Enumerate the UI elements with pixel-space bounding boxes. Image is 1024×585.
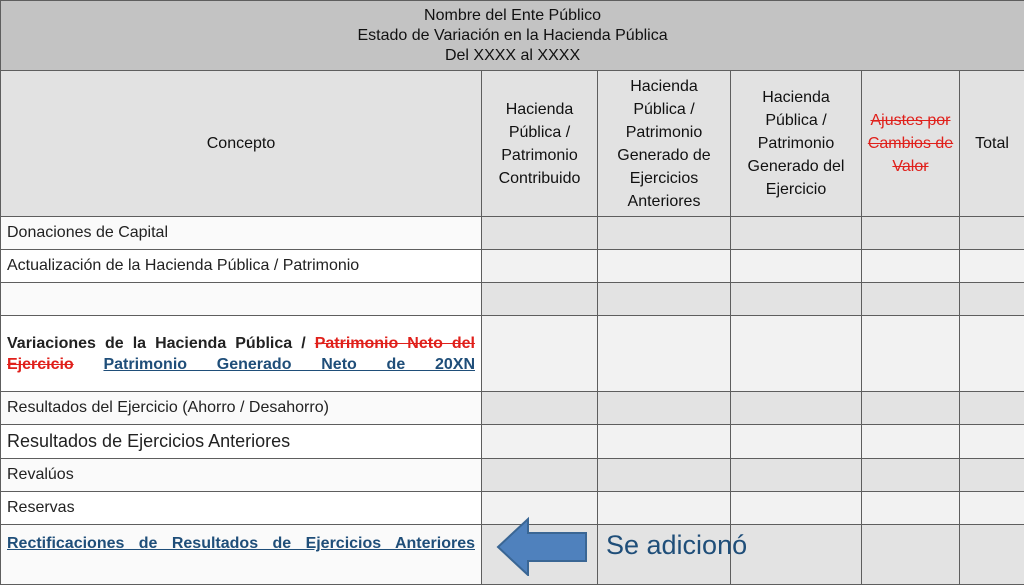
table-cell: [731, 492, 862, 525]
table-cell: [482, 392, 598, 425]
statement-title-block: [1, 1, 1024, 71]
table-cell: [598, 459, 731, 492]
table-cell: [960, 283, 1024, 316]
table-cell: [731, 250, 862, 283]
table-cell: [482, 283, 598, 316]
table-cell: [482, 425, 598, 459]
column-header-row: [1, 71, 1024, 217]
table-row: [1, 459, 1024, 492]
table-cell: [862, 425, 960, 459]
table-cell: [862, 492, 960, 525]
table-cell: [731, 316, 862, 392]
table-cell: [731, 392, 862, 425]
table-row: [1, 425, 1024, 459]
table-cell: [482, 316, 598, 392]
col-header-concept: Concepto: [1, 71, 482, 217]
table-cell: [960, 459, 1024, 492]
table-cell: [862, 392, 960, 425]
table-cell: [598, 217, 731, 250]
table-cell: [731, 283, 862, 316]
row-label-rectificaciones: Rectificaciones de Resultados de Ejercicios Anteriores: [1, 525, 482, 585]
col-header-contribuido: Hacienda Pública / Patrimonio Contribuido: [482, 71, 598, 217]
col-header-ajustes: Ajustes por Cambios de Valor: [862, 71, 960, 217]
table-cell: [731, 217, 862, 250]
variaciones-struck-text: Patrimonio Neto del Ejercicio: [7, 335, 475, 373]
table-cell: [862, 459, 960, 492]
variaciones-prefix: Variaciones de la Hacienda Pública /: [7, 335, 306, 352]
table-row: [1, 316, 1024, 392]
row-label-donaciones: Donaciones de Capital: [1, 217, 482, 250]
col-header-ejercicio: Hacienda Pública / Patrimonio Generado del Ejercicio: [731, 71, 862, 217]
table-row: [1, 283, 1024, 316]
left-arrow-icon: [496, 516, 588, 576]
table-cell: [598, 392, 731, 425]
col-header-total: Total: [960, 71, 1024, 217]
table-cell: [862, 283, 960, 316]
table-cell: [960, 217, 1024, 250]
table-cell: [960, 316, 1024, 392]
table-cell: [960, 425, 1024, 459]
row-label-reservas: Reservas: [1, 492, 482, 525]
statement-name: Estado de Variación en la Hacienda Pública: [7, 26, 1018, 46]
row-label-revaluos: Revalúos: [1, 459, 482, 492]
row-label-variaciones: [1, 316, 482, 392]
table-cell: [862, 217, 960, 250]
table-cell: [960, 392, 1024, 425]
table-cell: [482, 250, 598, 283]
table-row: [1, 217, 1024, 250]
table-cell: [960, 250, 1024, 283]
table-cell: [731, 459, 862, 492]
table-row: [1, 250, 1024, 283]
row-label-empty: [1, 283, 482, 316]
row-label-resultados-ejercicio: Resultados del Ejercicio (Ahorro / Desahorro): [1, 392, 482, 425]
table-cell: [862, 316, 960, 392]
table-cell: [598, 250, 731, 283]
variaciones-added-text: Patrimonio Generado Neto de 20XN: [103, 356, 475, 373]
table-cell: [482, 459, 598, 492]
table-cell: [862, 250, 960, 283]
table-cell: [482, 217, 598, 250]
table-cell: [598, 316, 731, 392]
entity-name: Nombre del Ente Público: [7, 6, 1018, 26]
col-header-anteriores: Hacienda Pública / Patrimonio Generado de Ejercicios Anteriores: [598, 71, 731, 217]
table-cell: [960, 492, 1024, 525]
row-label-actualizacion: Actualización de la Hacienda Pública / Patrimonio: [1, 250, 482, 283]
table-cell: [598, 492, 731, 525]
table-row: [1, 392, 1024, 425]
table-cell: [598, 425, 731, 459]
table-cell: [598, 283, 731, 316]
row-label-resultados-anteriores: Resultados de Ejercicios Anteriores: [1, 425, 482, 459]
statement-period: Del XXXX al XXXX: [7, 46, 1018, 66]
added-annotation: Se adicionó: [606, 530, 747, 561]
table-cell: [731, 425, 862, 459]
